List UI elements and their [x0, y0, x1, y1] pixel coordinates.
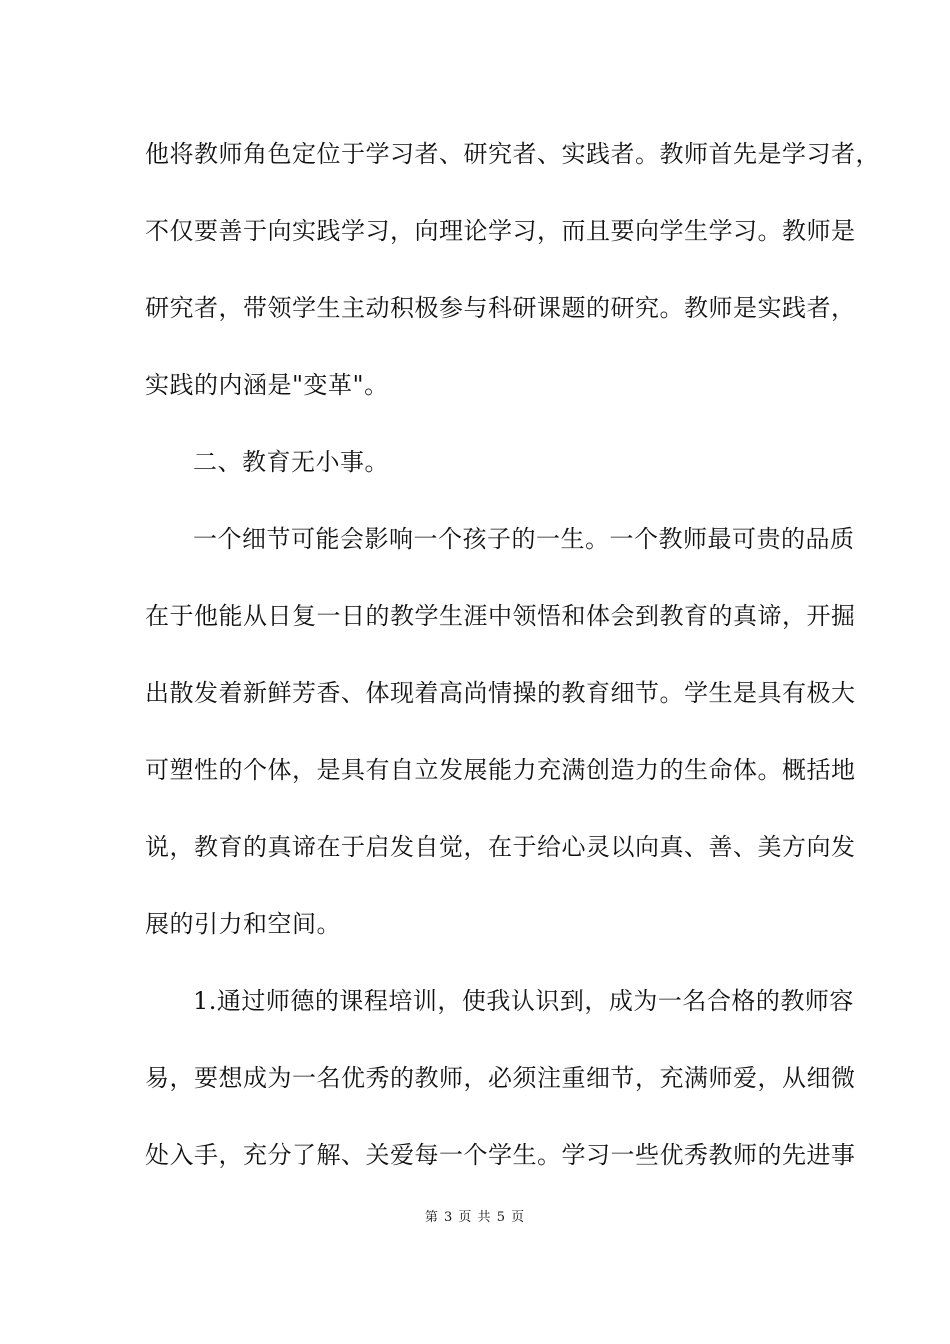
body-line: 易，要想成为一名优秀的教师，必须注重细节，充满师爱，从细微 [145, 1064, 856, 1092]
body-line: 在于他能从日复一日的教学生涯中领悟和体会到教育的真谛，开掘 [145, 602, 856, 630]
body-line: 处入手，充分了解、关爱每一个学生。学习一些优秀教师的先进事 [145, 1141, 856, 1169]
body-line: 实践的内涵是"变革"。 [145, 371, 389, 399]
body-line: 他将教师角色定位于学习者、研究者、实践者。教师首先是学习者， [145, 140, 880, 168]
body-line: 展的引力和空间。 [145, 910, 341, 938]
body-line: 出散发着新鲜芳香、体现着高尚情操的教育细节。学生是具有极大 [145, 679, 856, 707]
document-body [145, 132, 880, 1210]
body-line: 不仅要善于向实践学习，向理论学习，而且要向学生学习。教师是 [145, 217, 856, 245]
paragraph-first-line: 1.通过师德的课程培训，使我认识到，成为一名合格的教师容 [193, 987, 854, 1015]
page-number-footer: 第 3 页 共 5 页 [424, 1210, 526, 1225]
section-heading: 二、教育无小事。 [193, 448, 389, 476]
body-line: 研究者，带领学生主动积极参与科研课题的研究。教师是实践者， [145, 294, 856, 322]
paragraph-first-line: 一个细节可能会影响一个孩子的一生。一个教师最可贵的品质 [193, 525, 855, 553]
body-line: 可塑性的个体，是具有自立发展能力充满创造力的生命体。概括地 [145, 756, 856, 784]
body-line: 说，教育的真谛在于启发自觉，在于给心灵以向真、善、美方向发 [145, 833, 856, 861]
